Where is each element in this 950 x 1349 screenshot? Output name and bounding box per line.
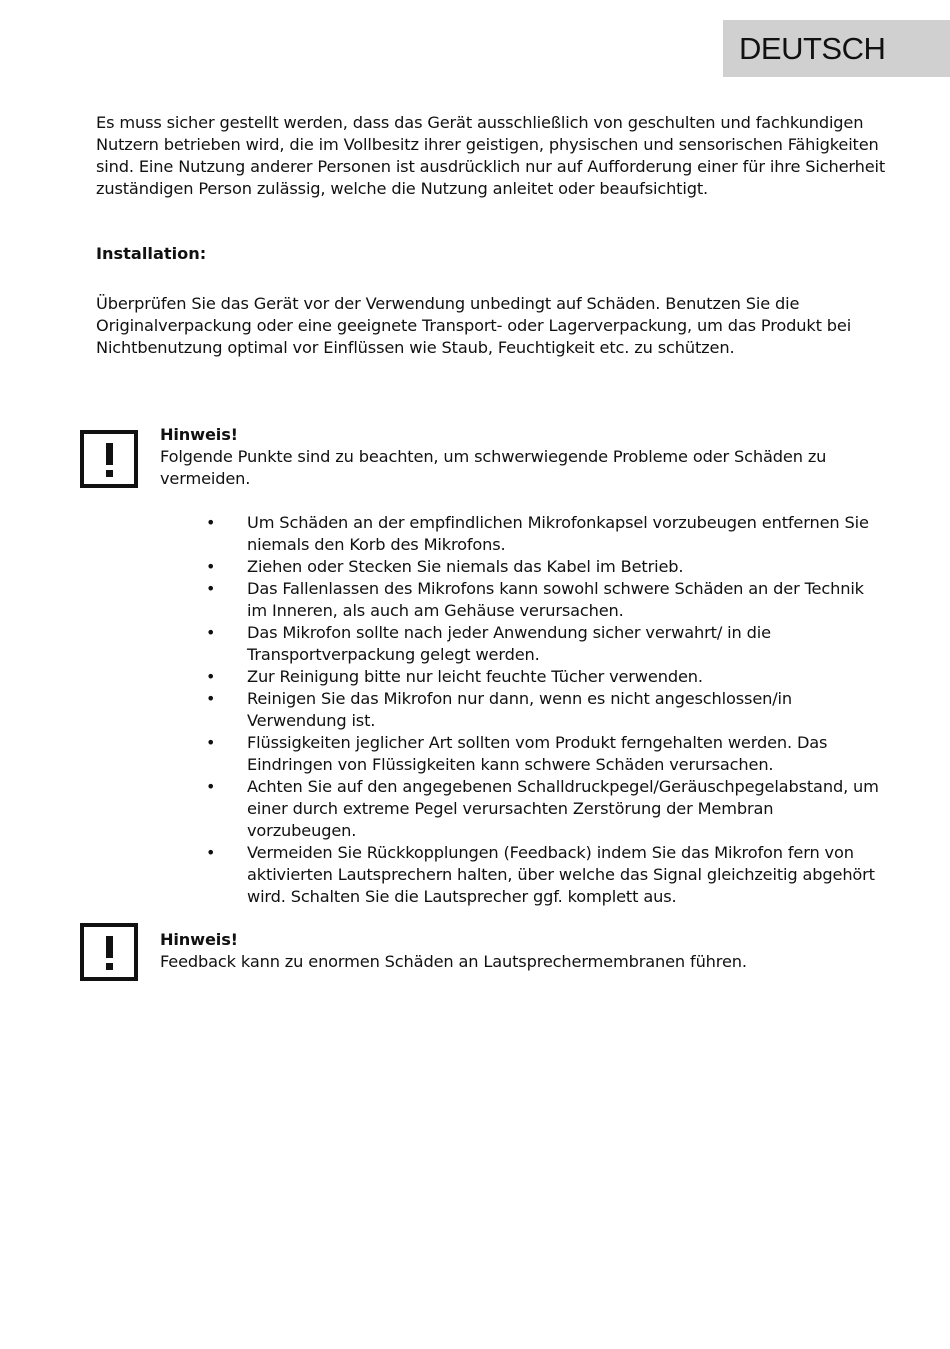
- bullet-marker: •: [206, 733, 216, 752]
- list-item-text: Um Schäden an der empfindlichen Mikrofonkapsel vorzubeugen entfernen Sie niemals den Korb des Mikrofons.: [247, 513, 869, 554]
- list-item-text: Das Fallenlassen des Mikrofons kann sowohl schwere Schäden an der Technik im Inneren, als auch am Gehäuse verursachen.: [247, 579, 864, 620]
- bullet-marker: •: [206, 667, 216, 686]
- list-item: [96, 622, 887, 666]
- warning-exclamation-icon: [80, 923, 138, 981]
- bullet-marker: •: [206, 579, 216, 598]
- notice-title: Hinweis!: [160, 425, 238, 444]
- notice-block: [160, 929, 860, 973]
- list-item: [96, 578, 887, 622]
- list-item-text: Das Mikrofon sollte nach jeder Anwendung sicher verwahrt/ in die Transportverpackung gelegt werden.: [247, 623, 771, 664]
- bullet-marker: •: [206, 777, 216, 796]
- list-item: [96, 776, 887, 842]
- language-tab: DEUTSCH: [723, 20, 950, 77]
- bullet-marker: •: [206, 623, 216, 642]
- bullet-marker: •: [206, 513, 216, 532]
- list-item: [96, 688, 887, 732]
- bullet-marker: •: [206, 843, 216, 862]
- list-item-text: Vermeiden Sie Rückkopplungen (Feedback) indem Sie das Mikrofon fern von aktivierten Lautsprechern halten, über welche das Signal gleichzeitig abgehört wird. Schalten Sie die Lautsprecher ggf. komplett aus.: [247, 843, 875, 906]
- list-item-text: Zur Reinigung bitte nur leicht feuchte Tücher verwenden.: [247, 667, 703, 686]
- intro-paragraph: Es muss sicher gestellt werden, dass das Gerät ausschließlich von geschulten und fachkundigen Nutzern betrieben wird, die im Vollbesitz ihrer geistigen, physischen und sensorischen Fähigkeiten sind. Eine Nutzung anderer Personen ist ausdrücklich nur auf Aufforderung einer für ihre Sicherheit zuständigen Person zulässig, welche die Nutzung anleitet oder beaufsichtigt.: [96, 113, 886, 198]
- list-item-text: Ziehen oder Stecken Sie niemals das Kabel im Betrieb.: [247, 557, 684, 576]
- bullet-marker: •: [206, 557, 216, 576]
- list-item: [96, 842, 887, 908]
- list-item: [96, 512, 887, 556]
- notice-text: Feedback kann zu enormen Schäden an Lautsprechermembranen führen.: [160, 952, 747, 971]
- list-item-text: Flüssigkeiten jeglicher Art sollten vom Produkt ferngehalten werden. Das Eindringen von Flüssigkeiten kann schwere Schäden verursachen.: [247, 733, 828, 774]
- list-item-text: Achten Sie auf den angegebenen Schalldruckpegel/Geräuschpegelabstand, um einer durch extreme Pegel verursachten Zerstörung der Membran vorzubeugen.: [247, 777, 879, 840]
- bullet-marker: •: [206, 689, 216, 708]
- installation-heading: Installation:: [96, 244, 207, 263]
- notice-block: [160, 424, 860, 490]
- list-item: [96, 556, 887, 578]
- notice-title: Hinweis!: [160, 930, 238, 949]
- installation-paragraph: Überprüfen Sie das Gerät vor der Verwendung unbedingt auf Schäden. Benutzen Sie die Originalverpackung oder eine geeignete Transport- oder Lagerverpackung, um das Produkt bei Nichtbenutzung optimal vor Einflüssen wie Staub, Feuchtigkeit etc. zu schützen.: [96, 294, 852, 357]
- notice-text: Folgende Punkte sind zu beachten, um schwerwiegende Probleme oder Schäden zu vermeiden.: [160, 447, 827, 488]
- list-item: [96, 732, 887, 776]
- list-item: [96, 666, 887, 688]
- list-item-text: Reinigen Sie das Mikrofon nur dann, wenn es nicht angeschlossen/in Verwendung ist.: [247, 689, 793, 730]
- warning-exclamation-icon: [80, 430, 138, 488]
- precautions-list: [96, 512, 896, 908]
